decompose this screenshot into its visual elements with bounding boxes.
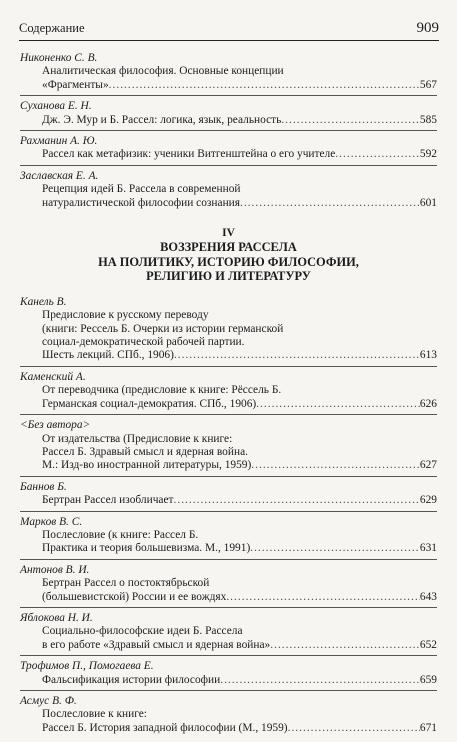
entry-last-line — [20, 114, 437, 127]
toc-part-list — [20, 296, 437, 738]
entry-title-line: М.: Изд-во иностранной литературы, 1959) — [42, 459, 252, 472]
entry-title-line: Предисловие к русскому переводу — [42, 309, 209, 322]
toc-entry — [20, 564, 437, 608]
entry-title-line: Фальсификация истории философии — [42, 673, 221, 686]
entry-title-line: Аналитическая философия. Основные концепции — [42, 65, 284, 78]
dot-leader — [240, 197, 420, 210]
part-title-line: ВОЗЗРЕНИЯ РАССЕЛА — [160, 240, 297, 255]
entry-author: Рахманин А. Ю. — [20, 135, 98, 148]
entry-title-line: натуралистической философии сознания — [42, 196, 241, 209]
entry-last-line — [20, 591, 437, 604]
entry-title-line: Социально-философские идеи Б. Рассела — [42, 625, 243, 638]
entry-page-number: 613 — [419, 349, 437, 362]
entry-last-line — [20, 674, 437, 687]
entry-title-line: Рассел как метафизик: ученики Витгенштейна о его учителе — [42, 148, 336, 161]
toc-entry — [20, 660, 437, 691]
entry-page-number: 601 — [419, 196, 437, 209]
page-number: 909 — [416, 20, 439, 36]
entry-last-line — [20, 197, 437, 210]
entry-page-number: 567 — [419, 78, 437, 91]
entry-last-line — [20, 639, 437, 652]
entry-page-number: 592 — [419, 148, 437, 161]
entry-author: Трофимов П., Помогаева Е. — [20, 660, 154, 673]
entry-title-line: Рассел Б. История западной философии (М., 1959) — [42, 721, 288, 734]
toc-entry — [20, 419, 437, 477]
entry-author: <Без автора> — [20, 419, 91, 432]
entry-author: Яблокова Н. И. — [20, 611, 93, 624]
entry-author: Канель В. — [20, 295, 67, 308]
entry-title-line: Бертран Рассел о постоктябрьской — [42, 577, 210, 590]
entry-page-number: 626 — [419, 397, 437, 410]
dot-leader — [109, 79, 420, 92]
toc-entry — [20, 135, 437, 166]
entry-last-line — [20, 148, 437, 161]
entry-last-line — [20, 79, 437, 92]
entry-page-number: 671 — [419, 721, 437, 734]
dot-leader — [281, 114, 420, 127]
entry-page-number: 659 — [419, 673, 437, 686]
entry-page-number: 652 — [419, 638, 437, 651]
part-number: IV — [222, 227, 235, 240]
toc-entry — [20, 612, 437, 656]
entry-last-line — [20, 459, 437, 472]
dot-leader — [174, 349, 420, 362]
toc-top-list — [20, 52, 437, 213]
entry-author: Антонов В. И. — [20, 563, 90, 576]
entry-title-line: Рецепция идей Б. Рассела в современной — [42, 183, 241, 196]
entry-last-line — [20, 398, 437, 411]
entry-title-line: Рассел Б. Здравый смысл и ядерная война. — [42, 445, 248, 458]
table-of-contents — [20, 52, 437, 742]
entry-title-line: Послесловие к книге: — [42, 708, 147, 721]
running-header — [19, 14, 439, 41]
toc-entry — [20, 170, 437, 213]
entry-title-line: Дж. Э. Мур и Б. Рассел: логика, язык, реальность — [42, 113, 282, 126]
dot-leader — [335, 148, 420, 161]
dot-leader — [251, 459, 420, 472]
toc-entry — [20, 695, 437, 738]
section-title: Содержание — [19, 21, 85, 35]
entry-page-number: 627 — [419, 459, 437, 472]
entry-last-line — [20, 722, 437, 735]
entry-title-line: социал-демократической рабочей партии. — [42, 336, 245, 349]
entry-title-line: От издательства (Предисловие к книге: — [42, 432, 233, 445]
dot-leader — [256, 398, 420, 411]
entry-author: Никоненко С. В. — [20, 52, 98, 64]
entry-page-number: 629 — [419, 494, 437, 507]
dot-leader — [220, 674, 420, 687]
toc-entry — [20, 516, 437, 560]
dot-leader — [250, 542, 420, 555]
dot-leader — [174, 494, 420, 507]
dot-leader — [226, 591, 420, 604]
part-title-line: НА ПОЛИТИКУ, ИСТОРИЮ ФИЛОСОФИИ, — [98, 254, 359, 269]
part-heading — [20, 227, 437, 284]
toc-entry — [20, 371, 437, 415]
entry-author: Асмус В. Ф. — [20, 695, 77, 707]
entry-last-line — [20, 542, 437, 555]
entry-title-line: Германская социал-демократия. СПб., 1906) — [42, 397, 257, 410]
toc-entry — [20, 100, 437, 131]
dot-leader — [270, 639, 420, 652]
toc-entry — [20, 481, 437, 512]
entry-title-line: От переводчика (предисловие к книге: Рёссель Б. — [42, 384, 282, 397]
entry-page-number: 643 — [419, 590, 437, 603]
entry-title-line: (книги: Рессель Б. Очерки из истории германской — [42, 322, 284, 335]
entry-author: Каменский А. — [20, 370, 86, 383]
entry-author: Суханова Е. Н. — [20, 100, 92, 113]
entry-title-line: «Фрагменты» — [42, 78, 109, 91]
toc-entry — [20, 296, 437, 367]
entry-title-line: Послесловие (к книге: Рассел Б. — [42, 528, 199, 541]
entry-title-line: Шесть лекций. СПб., 1906) — [42, 349, 174, 362]
entry-last-line — [20, 494, 437, 507]
entry-author: Заславская Е. А. — [20, 169, 99, 182]
entry-author: Баннов Б. — [20, 480, 67, 493]
entry-page-number: 585 — [419, 113, 437, 126]
entry-page-number: 631 — [419, 542, 437, 555]
dot-leader — [288, 722, 420, 735]
entry-title-line: Практика и теория большевизма. М., 1991) — [42, 542, 251, 555]
toc-entry — [20, 52, 437, 96]
entry-last-line — [20, 349, 437, 362]
part-title-line: РЕЛИГИЮ И ЛИТЕРАТУРУ — [146, 269, 311, 284]
entry-title-line: (большевистской) России и ее вождях — [42, 590, 227, 603]
entry-title-line: в его работе «Здравый смысл и ядерная война» — [42, 638, 271, 651]
entry-title-line: Бертран Рассел изобличает — [42, 494, 174, 507]
entry-author: Марков В. С. — [20, 515, 83, 528]
